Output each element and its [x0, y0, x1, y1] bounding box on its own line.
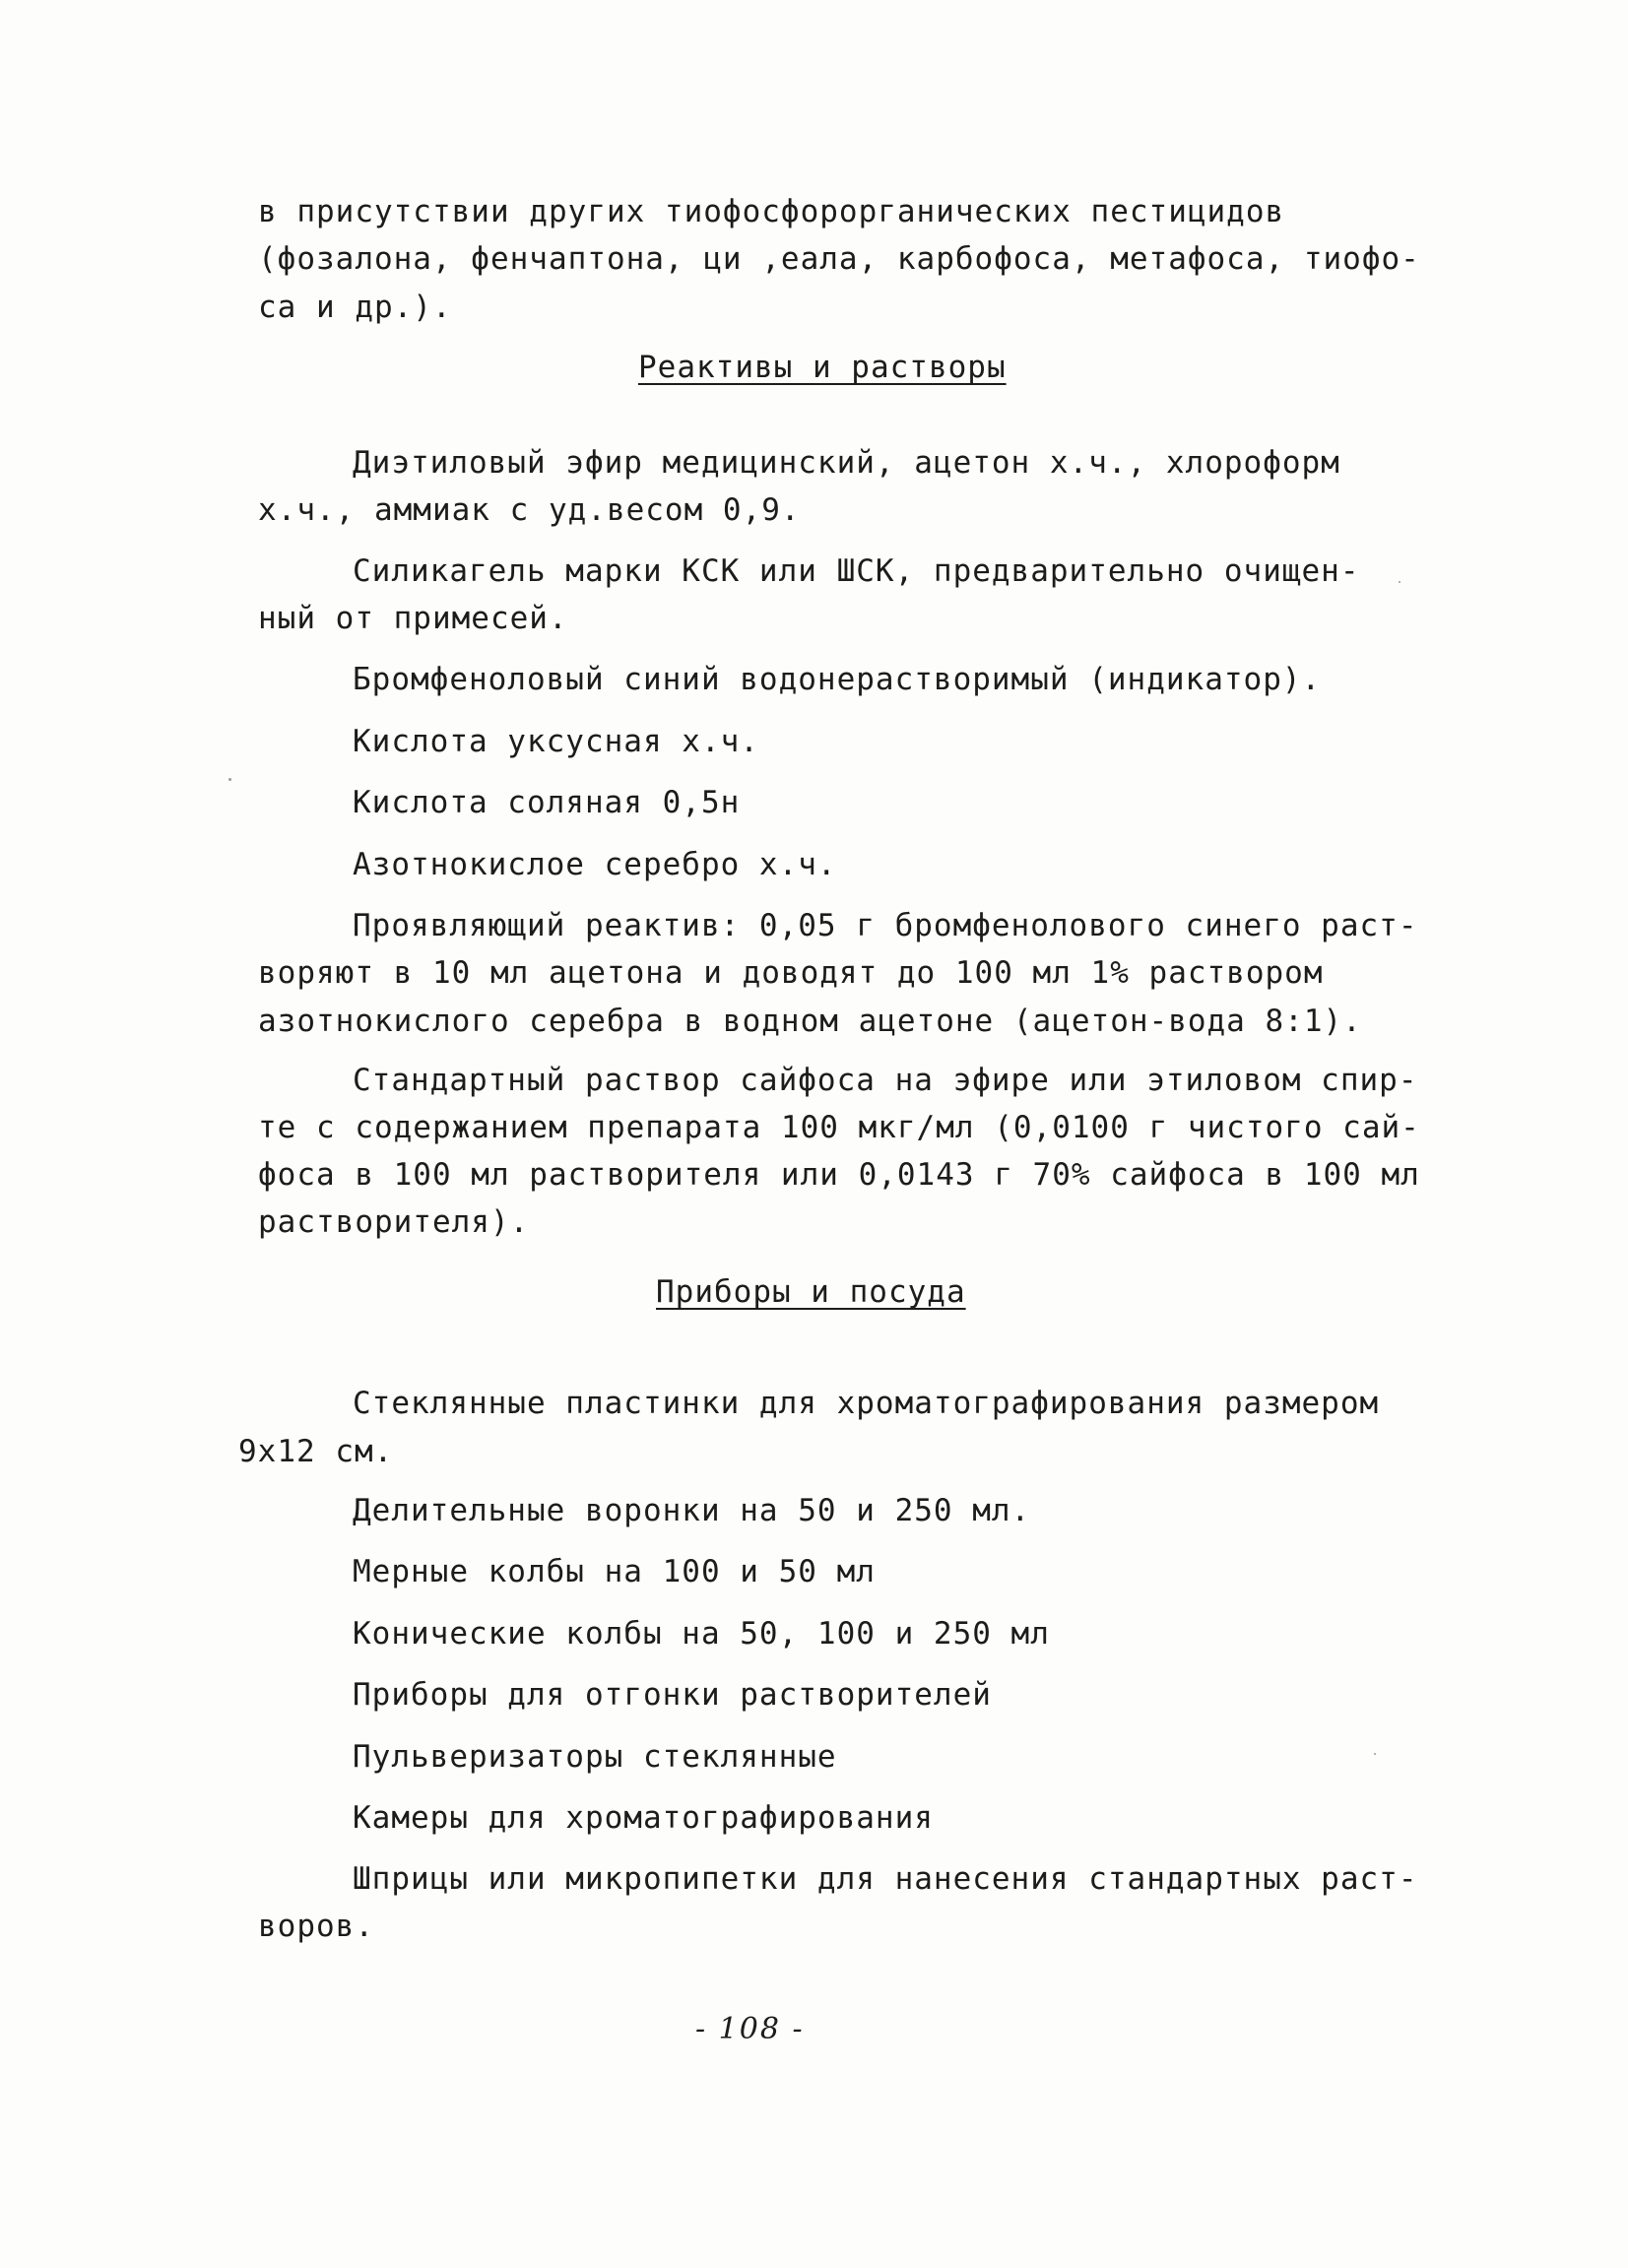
intro-line: (фозалона, фенчаптона, ци ,еала, карбофоса, метафоса, тиофо-	[258, 241, 1420, 277]
reagent-line: Бромфеноловый синий водонерастворимый (индикатор).	[353, 662, 1322, 697]
equipment-line: 9х12 см.	[238, 1434, 394, 1469]
equipment-line: Шприцы или микропипетки для нанесения стандартных раст-	[353, 1861, 1418, 1897]
reagent-line: воряют в 10 мл ацетона и доводят до 100 мл 1% раствором	[258, 955, 1324, 991]
reagent-line: Проявляющий реактив: 0,05 г бромфенолового синего раст-	[353, 908, 1418, 943]
equipment-line: Конические колбы на 50, 100 и 250 мл	[353, 1616, 1050, 1652]
equipment-line: Стеклянные пластинки для хроматографирования размером	[353, 1386, 1380, 1421]
scan-speck	[1399, 581, 1400, 583]
equipment-line: Приборы для отгонки растворителей	[353, 1677, 992, 1713]
equipment-heading: Приборы и посуда	[656, 1274, 966, 1310]
reagent-line: растворителя).	[258, 1204, 530, 1240]
intro-line: в присутствии других тиофосфорорганических пестицидов	[258, 194, 1285, 229]
reagent-line: ный от примесей.	[258, 601, 568, 636]
scan-speck	[228, 778, 231, 781]
reagents-heading: Реактивы и растворы	[638, 350, 1007, 385]
reagent-line: Азотнокислое серебро х.ч.	[353, 847, 837, 882]
equipment-line: Мерные колбы на 100 и 50 мл	[353, 1554, 876, 1589]
reagent-line: Силикагель марки КСК или ШСК, предварительно очищен-	[353, 553, 1360, 589]
reagent-line: фоса в 100 мл растворителя или 0,0143 г 70% сайфоса в 100 мл	[258, 1157, 1420, 1193]
reagent-line: те с содержанием препарата 100 мкг/мл (0,0100 г чистого сай-	[258, 1110, 1420, 1145]
reagent-line: х.ч., аммиак с уд.весом 0,9.	[258, 492, 801, 528]
scan-speck	[1374, 1753, 1376, 1755]
equipment-line: воров.	[258, 1909, 374, 1944]
equipment-line: Камеры для хроматографирования	[353, 1800, 934, 1836]
reagent-line: Кислота соляная 0,5н	[353, 785, 741, 820]
intro-line: са и др.).	[258, 290, 452, 325]
page-number: - 108 -	[695, 2012, 805, 2046]
reagent-line: Диэтиловый эфир медицинский, ацетон х.ч., хлороформ	[353, 445, 1340, 481]
reagent-line: Стандартный раствор сайфоса на эфире или этиловом спир-	[353, 1063, 1418, 1098]
equipment-line: Делительные воронки на 50 и 250 мл.	[353, 1493, 1031, 1528]
equipment-line: Пульверизаторы стеклянные	[353, 1739, 837, 1775]
reagent-line: Кислота уксусная х.ч.	[353, 724, 759, 759]
reagent-line: азотнокислого серебра в водном ацетоне (ацетон-вода 8:1).	[258, 1004, 1362, 1039]
